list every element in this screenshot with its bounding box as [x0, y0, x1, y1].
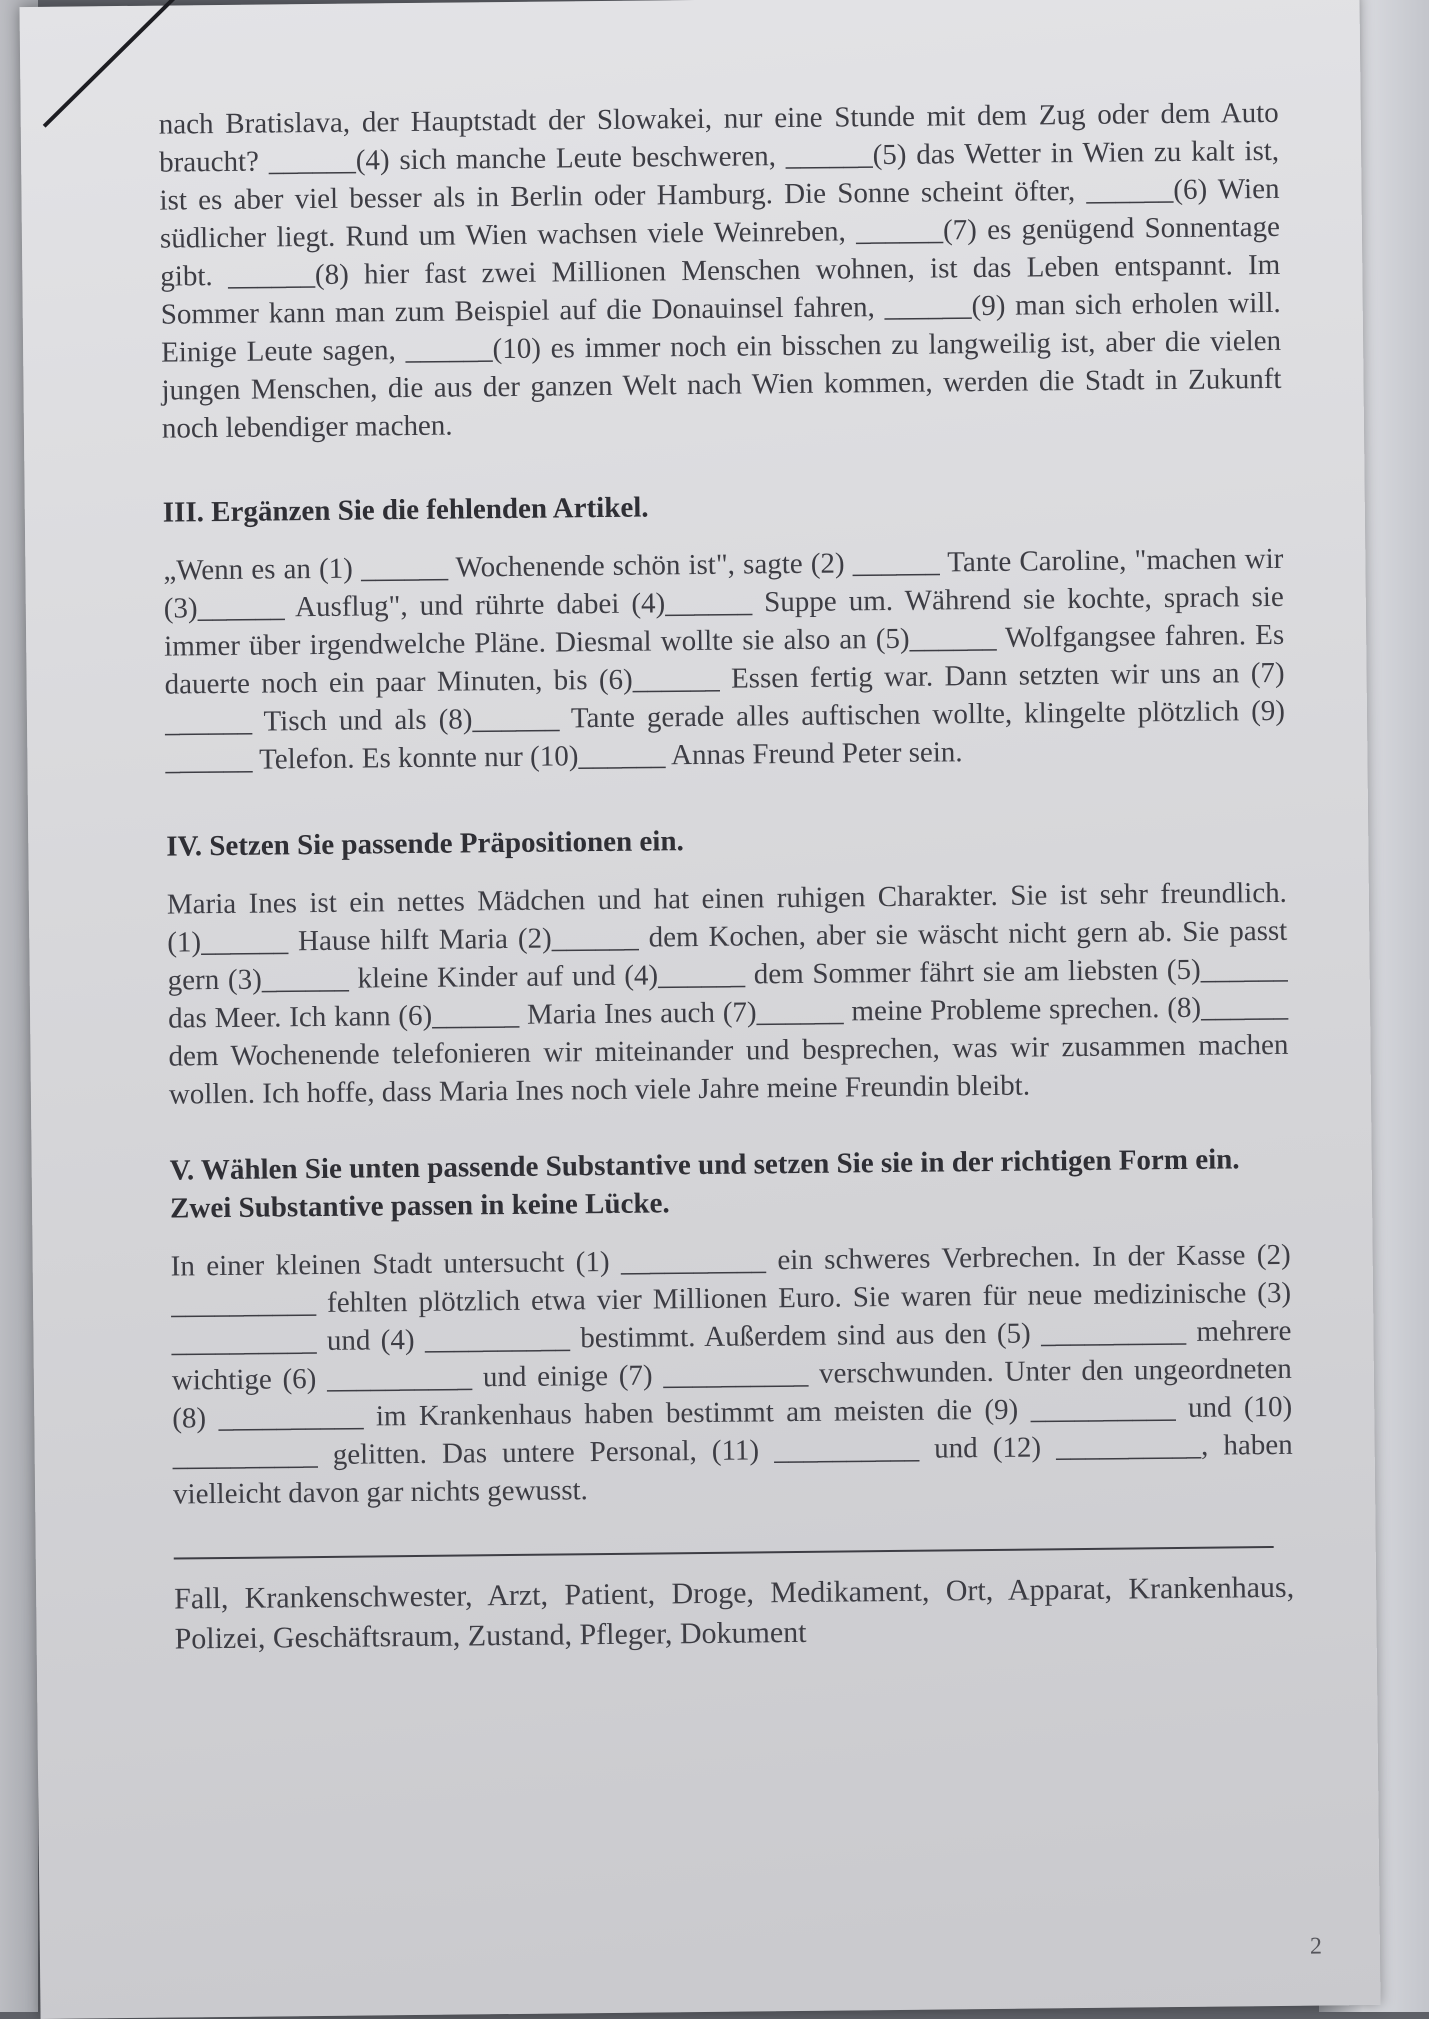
section-3-title: III. Ergänzen Sie die fehlenden Artikel.	[162, 491, 649, 529]
section-2-continuation	[159, 94, 1283, 448]
page-number: 2	[1309, 1933, 1323, 1960]
section-3	[163, 482, 1286, 780]
section-2-text: nach Bratislava, der Hauptstadt der Slowakei, nur eine Stunde mit dem Zug oder dem Auto braucht? ______(4) sich manche Leute beschweren, ______(5) das Wetter in Wien zu kalt ist, ist es aber viel besser als in Berlin oder Hamburg. Die Sonne scheint öfter, ______(6) Wien südlicher liegt. Rund um Wien wachsen viele Weinreben, ______(7) es genügend Sonnentage gibt. ______(8) hier fast zwei Millionen Menschen wohnen, ist das Leben entspannt. Im Sommer kann man zum Beispiel auf die Donauinsel fahren, ______(9) man sich erholen will. Einige Leute sagen, ______(10) es immer noch ein bisschen zu langweilig ist, aber die vielen jungen Menschen, die aus der ganzen Welt nach Wien kommen, werden die Stadt in Zukunft noch lebendiger machen.	[158, 96, 1282, 445]
section-5-text: In einer kleinen Stadt untersucht (1) __________ ein schweres Verbrechen. In der Kasse (2) __________ fehlten plötzlich etwa vier Millionen Euro. Sie waren für neue medizinische (3) __________ und (4) __________ bestimmt. Außerdem sind aus den (5) __________ mehrere wichtige (6) __________ und einige (7) __________ verschwunden. Unter den ungeordneten (8) __________ im Krankenhaus haben bestimmt am meisten die (9) __________ und (10) __________ gelitten. Das untere Personal, (11) __________ und (12) __________, haben vielleicht davon gar nichts gewusst.	[170, 1238, 1293, 1511]
section-3-text: „Wenn es an (1) ______ Wochenende schön ist", sagte (2) ______ Tante Caroline, "machen wir (3)______ Ausflug", und rührte dabei (4)______ Suppe um. Während sie kochte, sprach sie immer über irgendwelche Pläne. Diesmal wollte sie also an (5)______ Wolfgangsee fahren. Es dauerte noch ein paar Minuten, bis (6)______ Essen fertig war. Dann setzten wir uns an (7) ______ Tisch und als (8)______ Tante gerade alles auftischen wollte, klingelte plötzlich (9) ______ Telefon. Es konnte nur (10)______ Annas Freund Peter sein.	[163, 542, 1286, 777]
section-5	[169, 1140, 1294, 1660]
page-content	[159, 94, 1295, 1660]
divider-line	[174, 1546, 1274, 1560]
section-4-text: Maria Ines ist ein nettes Mädchen und hat einen ruhigen Charakter. Sie ist sehr freundlich. (1)______ Hause hilft Maria (2)______ dem Kochen, aber sie wäscht nicht gern ab. Sie passt gern (3)______ kleine Kinder auf und (4)______ dem Sommer fährt sie am liebsten (5)______ das Meer. Ich kann (6)______ Maria Ines auch (7)______ meine Probleme sprechen. (8)______ dem Wochenende telefonieren wir miteinander und besprechen, was wir zusammen machen wollen. Ich hoffe, dass Maria Ines noch viele Jahre meine Freundin bleibt.	[166, 876, 1289, 1111]
worksheet-page	[20, 0, 1381, 2019]
section-4	[166, 816, 1289, 1114]
word-list: Fall, Krankenschwester, Arzt, Patient, Droge, Medikament, Ort, Apparat, Krankenhaus, Polizei, Geschäftsraum, Zustand, Pfleger, Dokument	[174, 1570, 1295, 1656]
section-4-title: IV. Setzen Sie passende Präpositionen ein.	[166, 825, 684, 863]
section-5-title: V. Wählen Sie unten passende Substantive und setzen Sie sie in der richtigen Form ein. Zwei Substantive passen in keine Lücke.	[169, 1143, 1240, 1225]
